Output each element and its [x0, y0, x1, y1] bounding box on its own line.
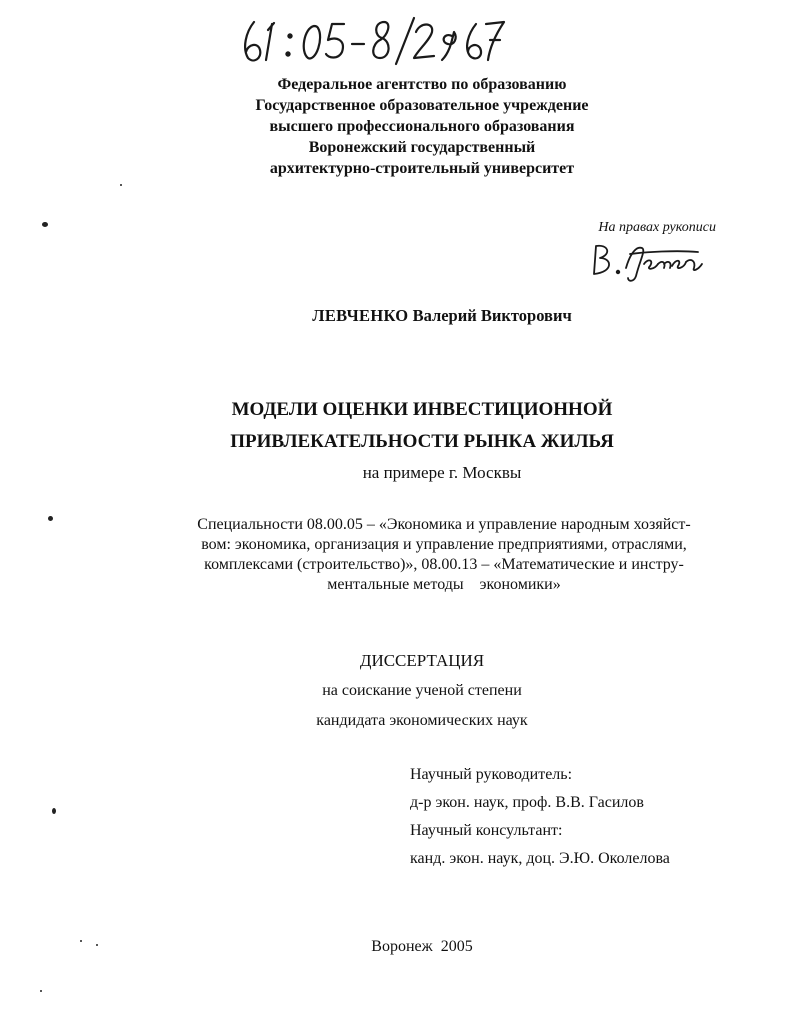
header-line-university-name: Воронежский государственный: [308, 139, 536, 156]
scan-speck: [80, 940, 82, 942]
advisor-label: Научный руководитель:: [410, 766, 573, 783]
dissertation-subtitle: на примере г. Москвы: [362, 463, 522, 482]
document-type: ДИССЕРТАЦИЯ: [359, 651, 485, 670]
degree-purpose: на соискание ученой степени: [322, 682, 522, 699]
city-year: Воронеж 2005: [371, 938, 473, 955]
degree-name: кандидата экономических наук: [316, 712, 528, 729]
specialty-line-1: Специальности 08.00.05 – «Экономика и управление народным хозяйст-: [197, 516, 691, 533]
scan-speck: [120, 184, 122, 186]
scan-speck: [48, 516, 53, 521]
header-line-institution-type: Государственное образовательное учреждение: [255, 97, 589, 114]
consultant-label: Научный консультант:: [410, 822, 563, 839]
scan-speck: [40, 990, 42, 992]
supervisors-block: [410, 764, 740, 876]
rights-note: На правах рукописи: [598, 220, 716, 235]
scan-speck: [42, 222, 48, 227]
dissertation-title: [120, 394, 724, 458]
author-given-names: Валерий Викторович: [412, 306, 572, 325]
author-name: [140, 306, 744, 326]
header-line-agency: Федеральное агентство по образованию: [277, 76, 567, 93]
scan-speck: [52, 808, 56, 814]
title-line-1: МОДЕЛИ ОЦЕНКИ ИНВЕСТИЦИОННОЙ: [231, 399, 613, 420]
specialty-line-2: вом: экономика, организация и управление предприятиями, отраслями,: [201, 536, 687, 553]
advisor-name: д-р экон. наук, проф. В.В. Гасилов: [410, 794, 644, 811]
author-signature: [586, 238, 710, 284]
scan-speck: [96, 944, 98, 946]
header-line-education-level: высшего профессионального образования: [269, 118, 575, 135]
archive-number-handwritten: [238, 14, 508, 66]
institution-header: [120, 74, 724, 179]
specialty-line-4: ментальные методы экономики»: [327, 576, 561, 593]
header-line-university-type: архитектурно-строительный университет: [269, 160, 575, 177]
author-surname: ЛЕВЧЕНКО: [312, 306, 409, 325]
specialty-line-3: комплексами (строительство)», 08.00.13 – «Математические и инстру-: [204, 556, 684, 573]
consultant-name: канд. экон. наук, доц. Э.Ю. Околелова: [410, 850, 670, 867]
title-line-2: ПРИВЛЕКАТЕЛЬНОСТИ РЫНКА ЖИЛЬЯ: [230, 431, 614, 452]
specialty-block: [164, 515, 724, 595]
